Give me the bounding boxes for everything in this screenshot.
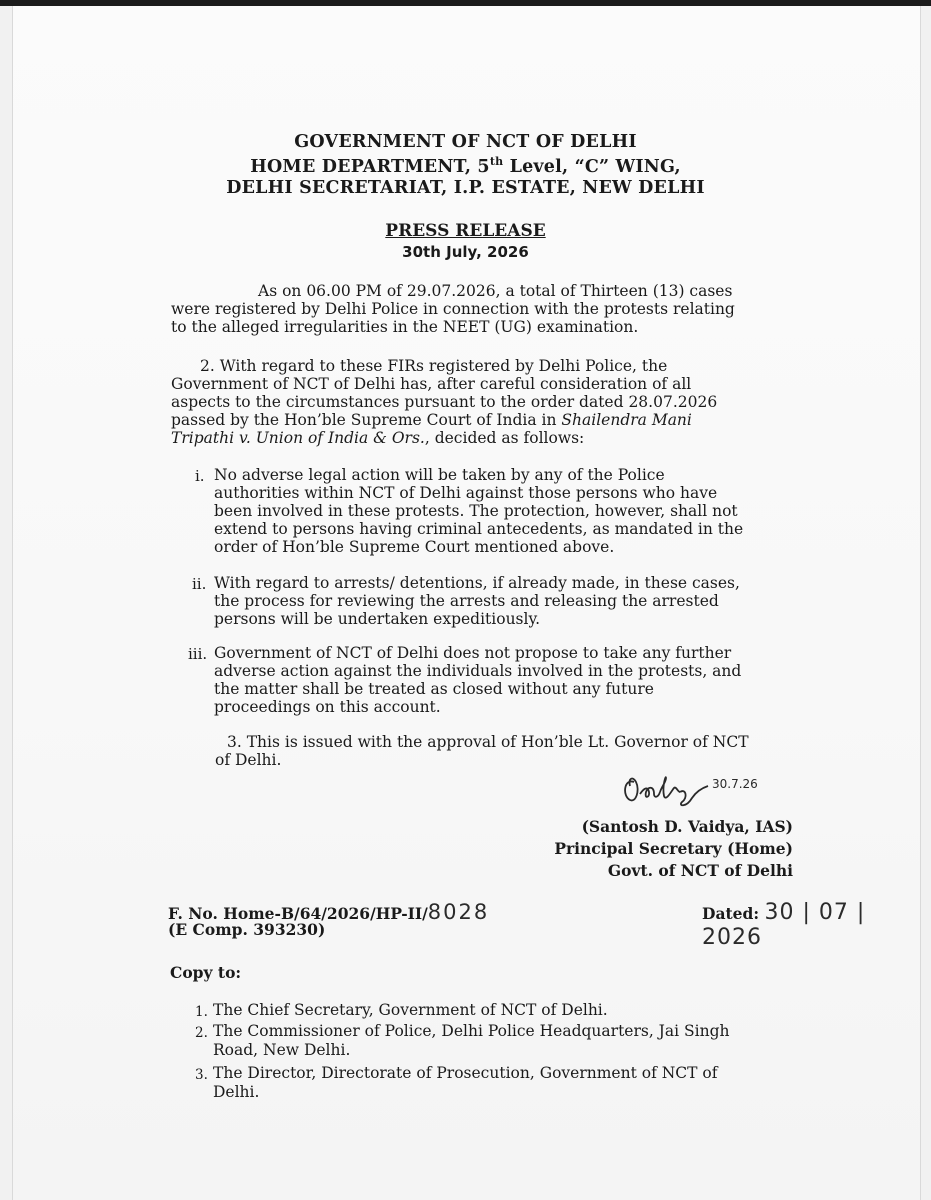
press-release-title: PRESS RELEASE	[385, 221, 546, 241]
handwritten-signature	[616, 768, 796, 814]
para2-line-2: Government of NCT of Delhi has, after careful consideration of all	[171, 375, 692, 393]
item-iii-line-3: the matter shall be treated as closed without any future	[214, 680, 654, 698]
item-ii-line-1: With regard to arrests/ detentions, if already made, in these cases,	[214, 574, 740, 592]
item-ii-line-3: persons will be undertaken expeditiously.	[214, 610, 541, 628]
item-i-line-5: order of Hon’ble Supreme Court mentioned above.	[214, 538, 615, 556]
dated: Dated: 30 | 07 | 2026	[702, 900, 866, 950]
dated-handwritten: 30 | 07 | 2026	[702, 900, 866, 950]
copy-item-2-line-2: Road, New Delhi.	[213, 1041, 351, 1059]
file-number-handwritten: 8028	[427, 900, 490, 924]
item-iii-line-1: Government of NCT of Delhi does not propose to take any further	[214, 644, 732, 662]
item-i-line-3: been involved in these protests. The protection, however, shall not	[214, 502, 738, 520]
signature-date: 30.7.26	[712, 777, 758, 791]
para1-line-2: were registered by Delhi Police in connection with the protests relating	[171, 300, 735, 318]
item-iii-number: iii.	[188, 645, 208, 663]
copy-item-3-line-2: Delhi.	[213, 1083, 260, 1101]
para2-line-3: aspects to the circumstances pursuant to the order dated 28.07.2026	[171, 393, 718, 411]
item-i-number: i.	[195, 467, 205, 485]
signature-block	[554, 816, 793, 882]
para1-line-3: to the alleged irregularities in the NEET (UG) examination.	[171, 318, 639, 336]
file-number: F. No. Home-B/64/2026/HP-II/8028	[168, 900, 490, 924]
item-ii-number: ii.	[192, 575, 207, 593]
header-line-2: HOME DEPARTMENT, 5th Level, “C” WING,	[250, 155, 681, 177]
item-i-line-2: authorities within NCT of Delhi against those persons who have	[214, 484, 718, 502]
item-iii-line-2: adverse action against the individuals involved in the protests, and	[214, 662, 742, 680]
copy-item-1-number: 1.	[195, 1004, 208, 1020]
item-iii-line-4: proceedings on this account.	[214, 698, 441, 716]
header-line-1: GOVERNMENT OF NCT OF DELHI	[294, 132, 637, 152]
para1-line-1: As on 06.00 PM of 29.07.2026, a total of Thirteen (13) cases	[258, 282, 733, 300]
para3-line-1: 3. This is issued with the approval of Hon’ble Lt. Governor of NCT	[227, 733, 749, 751]
signatory-name: (Santosh D. Vaidya, IAS)	[581, 817, 793, 836]
item-i-line-4: extend to persons having criminal antecedents, as mandated in the	[214, 520, 744, 538]
para2-line-5: Tripathi v. Union of India & Ors., decided as follows:	[171, 429, 585, 447]
signatory-designation: Principal Secretary (Home)	[554, 839, 793, 858]
press-release-date: 30th July, 2026	[402, 243, 529, 261]
para3-line-2: of Delhi.	[215, 751, 282, 769]
e-comp-number: (E Comp. 393230)	[168, 920, 326, 939]
item-i-line-1: No adverse legal action will be taken by any of the Police	[214, 466, 665, 484]
copy-item-3-line-1: The Director, Directorate of Prosecution, Government of NCT of	[213, 1064, 718, 1082]
para2-line-1: 2. With regard to these FIRs registered by Delhi Police, the	[200, 357, 668, 375]
item-ii-line-2: the process for reviewing the arrests and releasing the arrested	[214, 592, 719, 610]
copy-item-2-line-1: The Commissioner of Police, Delhi Police Headquarters, Jai Singh	[213, 1022, 730, 1040]
copy-to-label: Copy to:	[170, 963, 242, 982]
copy-item-1-line-1: The Chief Secretary, Government of NCT of Delhi.	[213, 1001, 608, 1019]
para2-line-4: passed by the Hon’ble Supreme Court of India in Shailendra Mani	[171, 411, 692, 429]
signatory-office: Govt. of NCT of Delhi	[607, 861, 793, 880]
copy-item-2-number: 2.	[195, 1025, 208, 1041]
header-line-3: DELHI SECRETARIAT, I.P. ESTATE, NEW DELHI	[226, 178, 705, 198]
copy-item-3-number: 3.	[195, 1067, 208, 1083]
